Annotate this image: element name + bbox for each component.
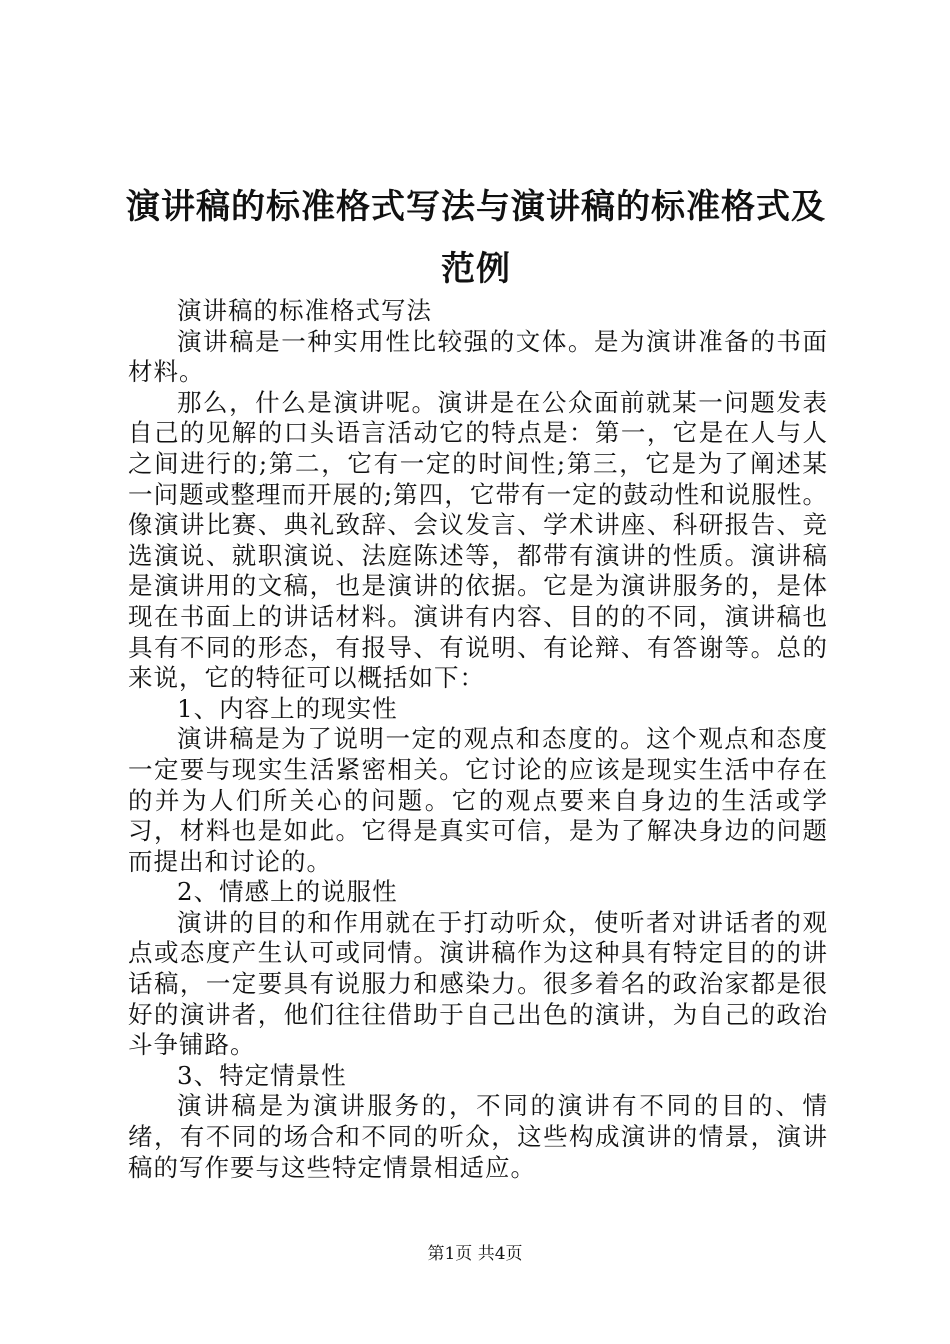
- section-heading: 2、情感上的说服性: [177, 877, 398, 907]
- document-title: 演讲稿的标准格式写法与演讲稿的标准格式及范例: [126, 187, 826, 289]
- section-heading: 1、内容上的现实性: [177, 693, 398, 723]
- page-footer: 第1页 共4页: [427, 1244, 523, 1264]
- body-paragraph: 演讲稿是一种实用性比较强的文体。是为演讲准备的书面材料。: [128, 326, 828, 387]
- document-body: [128, 296, 828, 1183]
- body-paragraph: 演讲稿是为演讲服务的，不同的演讲有不同的目的、情绪，有不同的场合和不同的听众，这些构成演讲的情景，演讲稿的写作要与这些特定情景相适应。: [128, 1091, 828, 1182]
- section-heading: 演讲稿的标准格式写法: [177, 296, 432, 325]
- body-paragraph: 那么，什么是演讲呢。演讲是在公众面前就某一问题发表自己的见解的口头语言活动它的特点是：第一，它是在人与人之间进行的;第二，它有一定的时间性;第三，它是为了阐述某一问题或整理而开展的;第四，它带有一定的鼓动性和说服性。像演讲比赛、典礼致辞、会议发言、学术讲座、科研报告、竞选演说、就职演说、法庭陈述等，都带有演讲的性质。演讲稿是演讲用的文稿，也是演讲的依据。它是为演讲服务的，是体现在书面上的讲话材料。演讲有内容、目的的不同，演讲稿也具有不同的形态，有报导、有说明、有论辩、有答谢等。总的来说，它的特征可以概括如下：: [128, 387, 828, 693]
- section-heading: 3、特定情景性: [177, 1060, 347, 1090]
- body-paragraph: 演讲的目的和作用就在于打动听众，使听者对讲话者的观点或态度产生认可或同情。演讲稿作为这种具有特定目的的讲话稿，一定要具有说服力和感染力。很多着名的政治家都是很好的演讲者，他们往往借助于自己出色的演讲，为自己的政治斗争铺路。: [128, 907, 828, 1060]
- body-paragraph: 演讲稿是为了说明一定的观点和态度的。这个观点和态度一定要与现实生活紧密相关。它讨论的应该是现实生活中存在的并为人们所关心的问题。它的观点要来自身边的生活或学习，材料也是如此。它得是真实可信，是为了解决身边的问题而提出和讨论的。: [128, 724, 828, 876]
